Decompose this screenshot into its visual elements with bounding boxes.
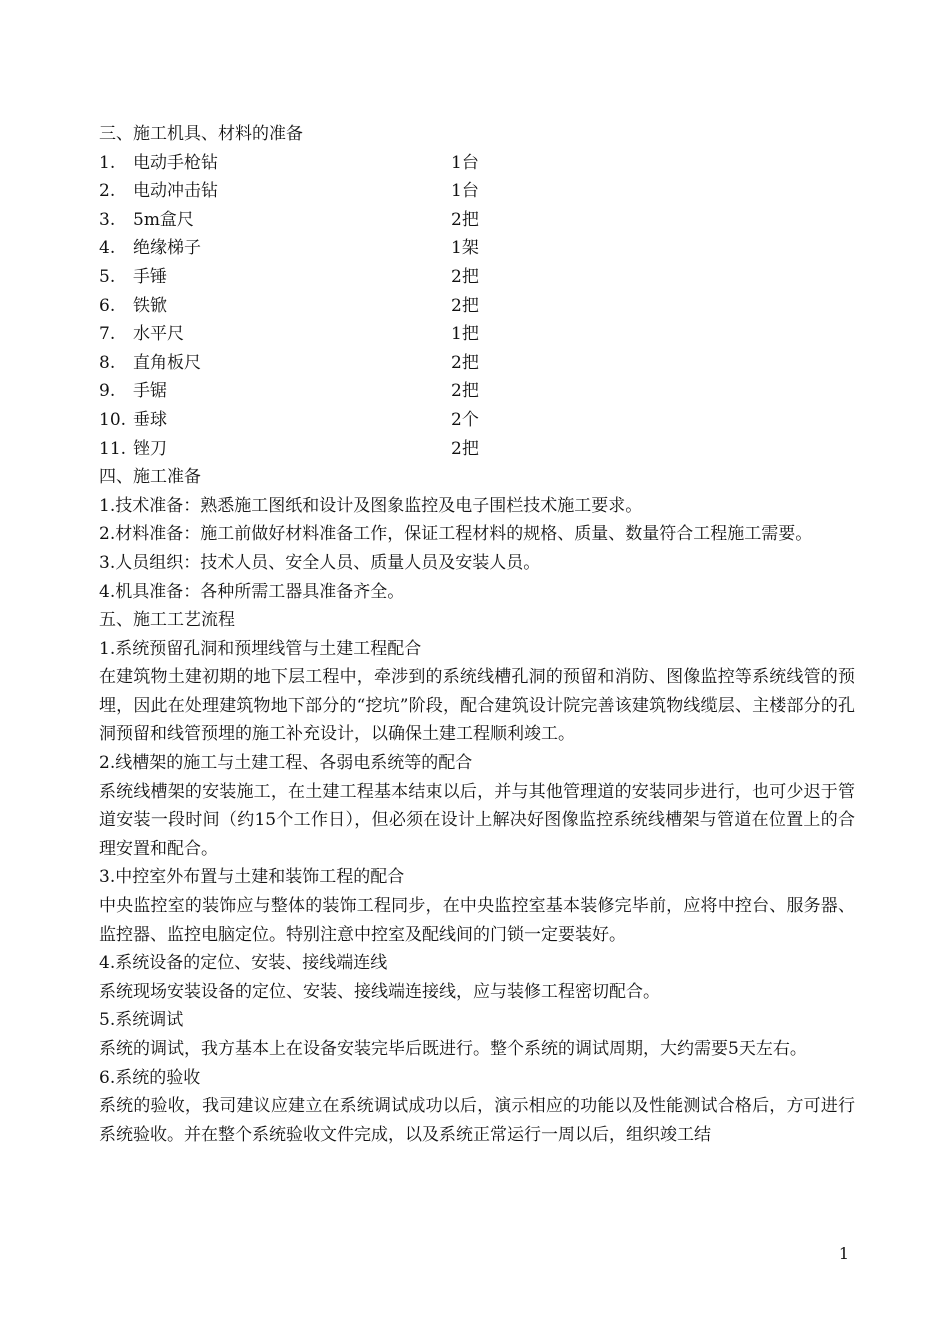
page-number: 1 bbox=[838, 1244, 849, 1263]
tool-quantity: 2把 bbox=[451, 209, 479, 230]
tool-number: 5. bbox=[99, 266, 116, 287]
tool-item bbox=[99, 349, 855, 378]
section-heading-process: 五、施工工艺流程 bbox=[99, 610, 235, 631]
process-step-body: 在建筑物土建初期的地下层工程中，牵涉到的系统线槽孔洞的预留和消防、图像监控等系统线管的预埋，因此在处理建筑物地下部分的“挖坑”阶段，配合建筑设计院完善该建筑物线缆层、主楼部分的孔洞预留和线管预埋的施工补充设计，以确保土建工程顺利竣工。 bbox=[99, 667, 855, 745]
prep-item: 4.机具准备：各种所需工器具准备齐全。 bbox=[99, 581, 405, 602]
section-heading-tools: 三、施工机具、材料的准备 bbox=[99, 124, 303, 144]
prep-item: 1.技术准备：熟悉施工图纸和设计及图象监控及电子围栏技术施工要求。 bbox=[99, 495, 643, 516]
tool-quantity: 2把 bbox=[451, 438, 479, 459]
process-step-title: 3.中控室外布置与土建和装饰工程的配合 bbox=[99, 867, 405, 888]
tool-item bbox=[99, 406, 855, 435]
process-step-title: 4.系统设备的定位、安装、接线端连线 bbox=[99, 953, 388, 974]
tool-name: 手锤 bbox=[133, 266, 167, 287]
process-step-body: 系统现场安装设备的定位、安装、接线端连接线，应与装修工程密切配合。 bbox=[99, 981, 660, 1002]
tool-number: 2. bbox=[99, 181, 116, 202]
tool-list bbox=[99, 149, 855, 464]
tool-name: 手锯 bbox=[133, 381, 167, 402]
tool-name: 垂球 bbox=[133, 409, 167, 430]
tool-quantity: 1台 bbox=[451, 181, 479, 202]
tool-item bbox=[99, 234, 855, 263]
tool-quantity: 1把 bbox=[451, 324, 479, 345]
tool-name: 铁锨 bbox=[133, 295, 167, 316]
tool-item bbox=[99, 435, 855, 464]
prep-item: 3.人员组织：技术人员、安全人员、质量人员及安装人员。 bbox=[99, 552, 541, 573]
tool-item bbox=[99, 206, 855, 235]
tool-quantity: 1架 bbox=[451, 238, 479, 259]
tool-number: 7. bbox=[99, 324, 116, 345]
tool-number: 10. bbox=[99, 409, 127, 430]
tool-name: 5m盒尺 bbox=[133, 209, 194, 230]
tool-number: 11. bbox=[99, 438, 127, 459]
tool-name: 电动手枪钻 bbox=[133, 152, 218, 173]
process-step-title: 6.系统的验收 bbox=[99, 1067, 201, 1088]
process-step-title: 2.线槽架的施工与土建工程、各弱电系统等的配合 bbox=[99, 753, 473, 774]
page-content bbox=[99, 120, 855, 1149]
tool-item bbox=[99, 149, 855, 178]
tool-name: 水平尺 bbox=[133, 324, 184, 345]
tool-number: 3. bbox=[99, 209, 116, 230]
prep-item: 2.材料准备：施工前做好材料准备工作，保证工程材料的规格、质量、数量符合工程施工需要。 bbox=[99, 524, 813, 545]
tool-number: 9. bbox=[99, 381, 116, 402]
tool-quantity: 2把 bbox=[451, 266, 479, 287]
tool-item bbox=[99, 320, 855, 349]
process-step-body: 中央监控室的装饰应与整体的装饰工程同步，在中央监控室基本装修完毕前，应将中控台、服务器、监控器、监控电脑定位。特别注意中控室及配线间的门锁一定要装好。 bbox=[99, 896, 855, 945]
tool-name: 锉刀 bbox=[133, 438, 167, 459]
process-step-title: 1.系统预留孔洞和预埋线管与土建工程配合 bbox=[99, 638, 422, 659]
tool-quantity: 2个 bbox=[451, 409, 479, 430]
tool-quantity: 2把 bbox=[451, 295, 479, 316]
tool-item bbox=[99, 377, 855, 406]
tool-quantity: 2把 bbox=[451, 352, 479, 373]
tool-number: 8. bbox=[99, 352, 116, 373]
tool-name: 电动冲击钻 bbox=[133, 181, 218, 202]
tool-quantity: 1台 bbox=[451, 152, 479, 173]
process-step-body: 系统线槽架的安装施工，在土建工程基本结束以后，并与其他管理道的安装同步进行，也可少迟于管道安装一段时间（约15个工作日），但必须在设计上解决好图像监控系统线槽架与管道在位置上的合理安置和配合。 bbox=[99, 781, 855, 859]
tool-number: 4. bbox=[99, 238, 116, 259]
tool-number: 1. bbox=[99, 152, 116, 173]
tool-quantity: 2把 bbox=[451, 381, 479, 402]
tool-name: 直角板尺 bbox=[133, 352, 201, 373]
tool-number: 6. bbox=[99, 295, 116, 316]
process-step-title: 5.系统调试 bbox=[99, 1010, 184, 1031]
process-step-body: 系统的验收，我司建议应建立在系统调试成功以后，演示相应的功能以及性能测试合格后，方可进行系统验收。并在整个系统验收文件完成，以及系统正常运行一周以后，组织竣工结 bbox=[99, 1096, 855, 1145]
tool-item bbox=[99, 292, 855, 321]
tool-item bbox=[99, 177, 855, 206]
process-step-body: 系统的调试，我方基本上在设备安装完毕后既进行。整个系统的调试周期，大约需要5天左右。 bbox=[99, 1039, 807, 1059]
tool-item bbox=[99, 263, 855, 292]
section-heading-prep: 四、施工准备 bbox=[99, 467, 201, 488]
tool-name: 绝缘梯子 bbox=[133, 238, 201, 259]
